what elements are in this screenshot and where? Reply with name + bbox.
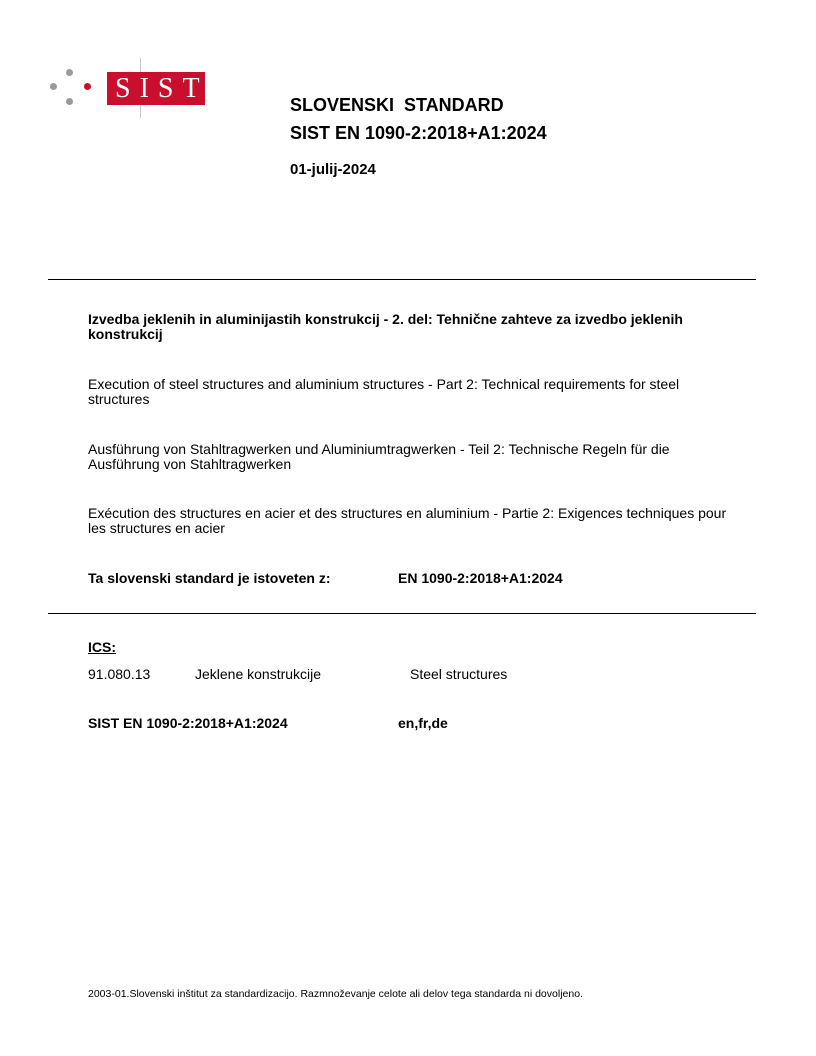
- standard-type-heading: SLOVENSKI STANDARD: [290, 95, 504, 115]
- title-french: Exécution des structures en acier et des structures en aluminium - Partie 2: Exigences techniques pour les structures en acier: [88, 505, 727, 536]
- ics-label: ICS:: [88, 639, 116, 655]
- identical-value: EN 1090-2:2018+A1:2024: [398, 570, 563, 586]
- sist-logo: [48, 62, 208, 122]
- document-id: SIST EN 1090-2:2018+A1:2024: [88, 715, 288, 731]
- ics-description-sl: Jeklene konstrukcije: [195, 666, 322, 682]
- identical-label: Ta slovenski standard je istoveten z:: [88, 570, 331, 586]
- logo-dot: [50, 83, 57, 90]
- ics-description-en: Steel structures: [410, 666, 508, 682]
- logo-dot: [66, 98, 73, 105]
- title-german: Ausführung von Stahltragwerken und Aluminiumtragwerken - Teil 2: Technische Regeln für die Ausführung von Stahltragwerken: [88, 441, 670, 472]
- bottom-divider: [48, 613, 756, 614]
- document-languages: en,fr,de: [398, 715, 448, 731]
- standard-id-heading: SIST EN 1090-2:2018+A1:2024: [290, 123, 547, 143]
- top-divider: [48, 279, 756, 280]
- publication-date: 01-julij-2024: [290, 161, 376, 178]
- logo-dot: [66, 69, 73, 76]
- logo-text: SIST: [107, 72, 205, 105]
- logo-dot: [84, 83, 91, 90]
- title-english: Execution of steel structures and aluminium structures - Part 2: Technical requirements for steel structures: [88, 376, 680, 407]
- ics-code: 91.080.13: [88, 666, 151, 682]
- title-slovenian: Izvedba jeklenih in aluminijastih konstrukcij - 2. del: Tehnične zahteve za izvedbo jeklenih konstrukcij: [88, 311, 683, 342]
- copyright-footer: 2003-01.Slovenski inštitut za standardizacijo. Razmnoževanje celote ali delov tega standarda ni dovoljeno.: [88, 988, 583, 1000]
